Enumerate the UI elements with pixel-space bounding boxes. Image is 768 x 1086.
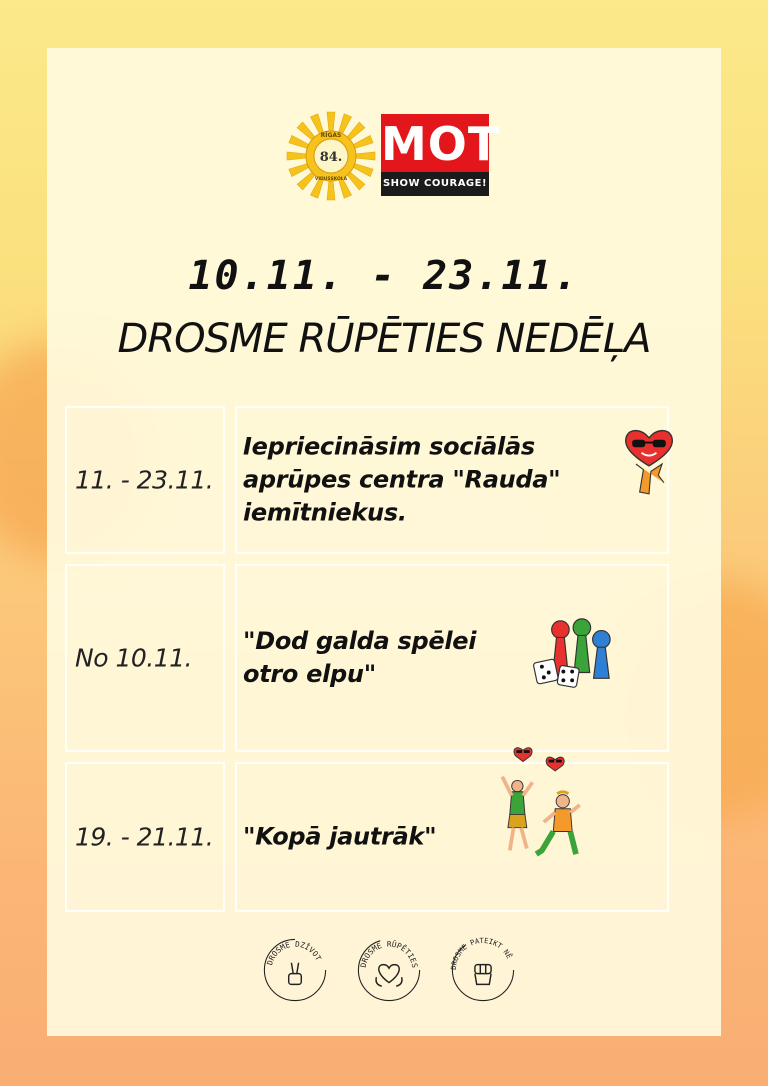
poster xyxy=(47,48,721,1036)
event-date-cell xyxy=(65,406,225,554)
peace-hand-icon xyxy=(289,963,302,985)
heart-sunglasses-scarf-icon xyxy=(621,426,677,502)
event-date: No 10.11. xyxy=(75,643,192,673)
badges xyxy=(259,934,519,1014)
header-week-title: DROSME RŪPĒTIES NEDĒĻA xyxy=(117,316,651,362)
board-game-pawns-dice-icon xyxy=(533,614,621,692)
event-row xyxy=(65,564,669,752)
badge-text: DROSME PATEIKT NĒ xyxy=(448,935,514,971)
mot-logo-slogan: SHOW COURAGE! xyxy=(381,172,489,196)
school-number: 84. xyxy=(319,150,343,165)
svg-text:DROSME RŪPĒTIES xyxy=(359,940,420,969)
event-date: 19. - 21.11. xyxy=(75,822,214,852)
event-text-cell xyxy=(235,406,669,554)
badge-text: DROSME RŪPĒTIES xyxy=(358,939,420,969)
event-description-line: Iepriecināsim sociālās xyxy=(243,432,535,461)
event-date: 11. - 23.11. xyxy=(75,465,214,495)
event-description-line: aprūpes centra "Rauda" xyxy=(243,465,561,494)
logos xyxy=(285,110,501,200)
heart-hands-icon xyxy=(376,965,402,987)
event-text-cell xyxy=(235,762,669,912)
school-top-text: RĪGAS xyxy=(320,132,342,139)
event-row xyxy=(65,406,669,554)
school-bottom-text: VIDUSSKOLA xyxy=(314,177,348,182)
mot-logo-title: MOT xyxy=(381,114,489,174)
event-description-line: "Dod galda spēlei xyxy=(243,627,477,655)
event-description-line: otro elpu" xyxy=(243,660,376,688)
event-description xyxy=(243,625,583,691)
header-dates: 10.11. - 23.11. xyxy=(188,253,580,299)
badge-text: DROSME DZĪVOT xyxy=(265,939,324,967)
mot-logo xyxy=(381,114,501,200)
svg-text:DROSME DZĪVOT xyxy=(265,940,323,967)
event-description-line: iemītniekus. xyxy=(243,498,407,527)
dancing-people-icon xyxy=(489,738,593,872)
event-description xyxy=(243,431,583,530)
fist-icon xyxy=(475,965,491,985)
badge-drosme-pateikt-ne xyxy=(447,934,519,1006)
event-text-cell xyxy=(235,564,669,752)
badge-drosme-dzivot xyxy=(259,934,331,1006)
badge-drosme-rupeties xyxy=(353,934,425,1006)
event-row xyxy=(65,762,669,912)
event-date-cell xyxy=(65,564,225,752)
school-sun-logo xyxy=(285,110,377,202)
event-date-cell xyxy=(65,762,225,912)
event-description-line: "Kopā jautrāk" xyxy=(243,822,437,851)
